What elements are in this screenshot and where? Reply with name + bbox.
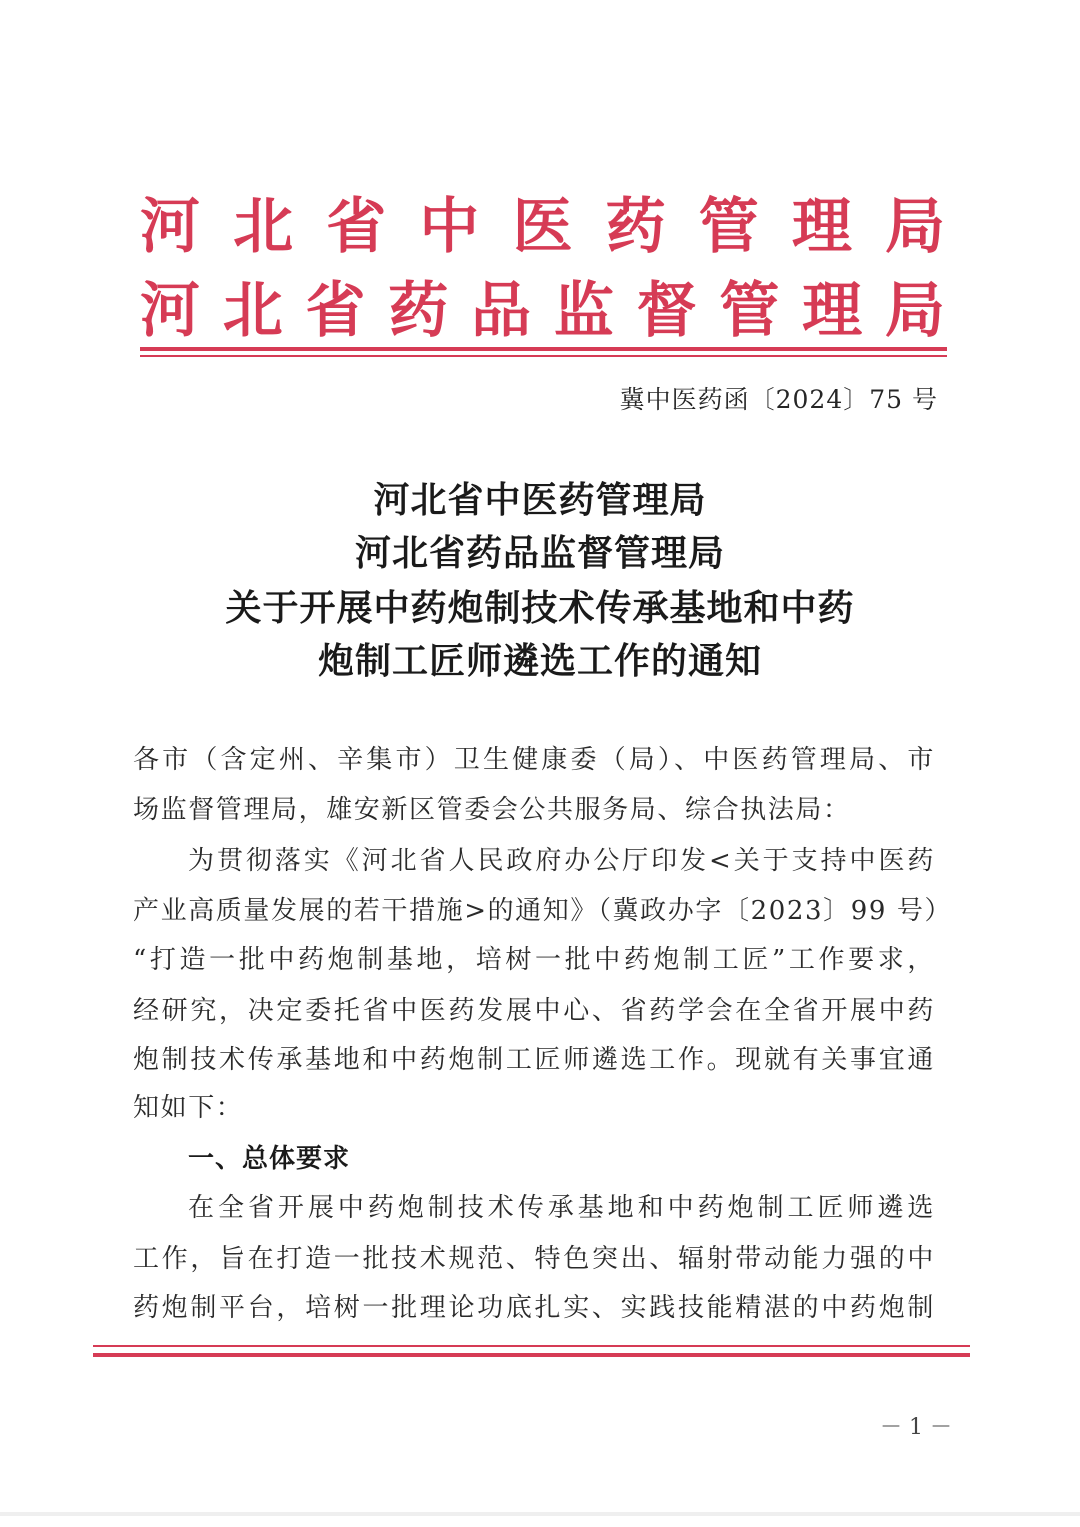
body-line: 炮制技术传承基地和中药炮制工匠师遴选工作。现就有关事宜通 — [133, 1045, 935, 1075]
body-line: 各市（含定州、辛集市）卫生健康委（局）、中医药管理局、市 — [133, 745, 935, 775]
header-char: 管 — [698, 192, 759, 262]
title-line-3: 关于开展中药炮制技术传承基地和中药 — [225, 588, 855, 629]
header-char: 督 — [636, 276, 697, 346]
header-char: 理 — [802, 276, 863, 346]
body-line: 工作，旨在打造一批技术规范、特色突出、辐射带动能力强的中 — [133, 1244, 935, 1274]
footer-rule-thick — [93, 1353, 970, 1357]
header-char: 局 — [884, 276, 945, 346]
header-char: 省 — [326, 192, 387, 262]
header-char: 医 — [512, 192, 573, 262]
header-char: 监 — [553, 276, 614, 346]
section-heading: 一、总体要求 — [188, 1144, 351, 1174]
page-number: － 1 － — [880, 1415, 952, 1440]
body-line: 药炮制平台，培树一批理论功底扎实、实践技能精湛的中药炮制 — [133, 1293, 935, 1323]
title-line-2: 河北省药品监督管理局 — [354, 533, 725, 574]
header-char: 药 — [388, 276, 449, 346]
header-char: 品 — [471, 276, 532, 346]
header-char: 管 — [719, 276, 780, 346]
body-line: 产业高质量发展的若干措施>的通知》（冀政办字〔2023〕99 号） — [133, 896, 953, 926]
title-line-4: 炮制工匠师遴选工作的通知 — [317, 641, 762, 682]
header-char: 河 — [140, 276, 200, 346]
issuer-header-line-1 — [140, 192, 945, 262]
body-line: 在全省开展中药炮制技术传承基地和中药炮制工匠师遴选 — [188, 1193, 935, 1223]
title-line-1: 河北省中医药管理局 — [373, 480, 707, 521]
document-number: 冀中医药函〔2024〕75 号 — [619, 385, 938, 414]
body-line: “打造一批中药炮制基地，培树一批中药炮制工匠”工作要求， — [133, 945, 935, 975]
issuer-header-line-2 — [140, 276, 945, 346]
body-line: 知如下： — [133, 1093, 244, 1123]
body-line: 经研究，决定委托省中医药发展中心、省药学会在全省开展中药 — [133, 996, 935, 1026]
header-char: 北 — [233, 192, 294, 262]
body-line: 场监督管理局，雄安新区管委会公共服务局、综合执法局： — [133, 795, 851, 825]
header-rule-thin — [140, 355, 947, 357]
footer-rule-thin — [93, 1345, 970, 1347]
header-char: 理 — [791, 192, 852, 262]
header-char: 北 — [222, 276, 283, 346]
header-rule-thick — [140, 347, 947, 351]
page-edge — [0, 1512, 1080, 1516]
header-char: 河 — [140, 192, 200, 262]
header-char: 药 — [605, 192, 666, 262]
header-char: 局 — [885, 192, 945, 262]
body-line: 为贯彻落实《河北省人民政府办公厅印发<关于支持中医药 — [188, 846, 935, 876]
header-char: 省 — [305, 276, 366, 346]
header-char: 中 — [419, 192, 480, 262]
